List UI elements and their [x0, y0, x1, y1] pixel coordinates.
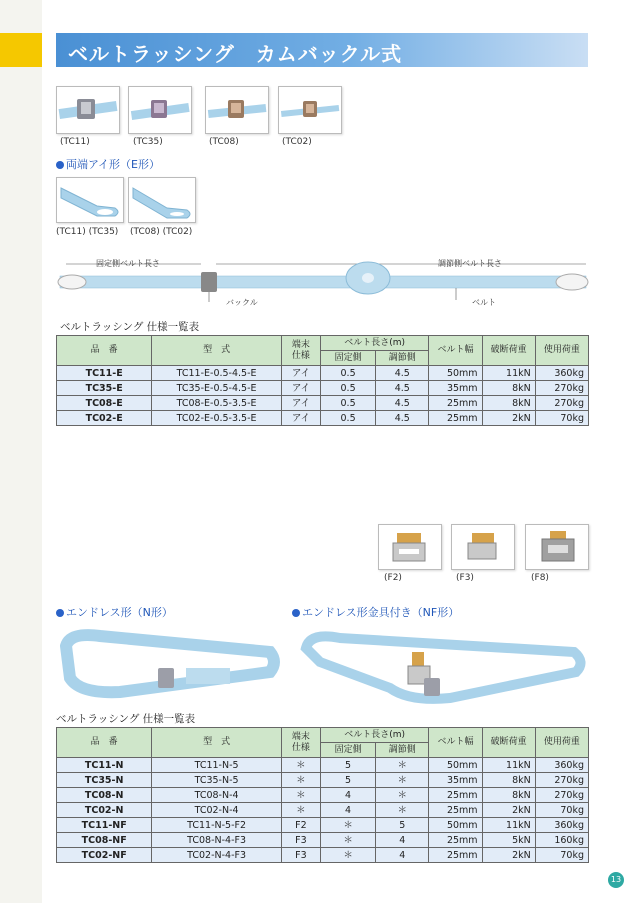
table-cell: ＊ [320, 833, 375, 848]
table-cell: 4 [376, 833, 429, 848]
table-cell: アイ [281, 381, 320, 396]
fitting-photo-f3 [451, 524, 515, 570]
table-cell: 360kg [535, 366, 588, 381]
title-banner [56, 33, 588, 67]
table-cell: 25mm [429, 411, 482, 426]
page-title: ベルトラッシング カムバックル式 [68, 42, 403, 66]
table-cell: TC08-NF [57, 833, 152, 848]
table-cell: 8kN [482, 396, 535, 411]
table-cell: TC11-E-0.5-4.5-E [152, 366, 281, 381]
endless-n-heading: エンドレス形（N形） [56, 604, 173, 620]
table-cell: 11kN [482, 366, 535, 381]
table-cell: 4 [376, 848, 429, 863]
col-belt-length: ベルト長さ(m) [320, 728, 428, 743]
table-cell: TC11-N-5-F2 [152, 818, 281, 833]
caption-f2: (F2) [384, 573, 402, 583]
table-row [57, 803, 589, 818]
product-photo-tc35 [128, 86, 192, 134]
spec-table-n [56, 727, 589, 863]
table-cell: ＊ [320, 848, 375, 863]
bullet-icon [292, 609, 300, 617]
table-cell: 70kg [535, 803, 588, 818]
eye-photo-a [56, 177, 124, 223]
table-cell: ＊ [281, 803, 320, 818]
table-cell: 11kN [482, 758, 535, 773]
col-load: 使用荷重 [535, 728, 588, 758]
caption-f8: (F8) [531, 573, 549, 583]
table-cell: TC11-E [57, 366, 152, 381]
table-cell: 70kg [535, 411, 588, 426]
table-cell: ＊ [281, 773, 320, 788]
table-cell: 0.5 [320, 396, 375, 411]
table-cell: TC08-N-4 [152, 788, 281, 803]
fitting-photo-f8 [525, 524, 589, 570]
table-cell: 0.5 [320, 366, 375, 381]
table-cell: TC08-E [57, 396, 152, 411]
table-cell: 8kN [482, 773, 535, 788]
spec-table-e [56, 335, 589, 426]
table-row [57, 788, 589, 803]
table-cell: 270kg [535, 381, 588, 396]
table-cell: TC35-E-0.5-4.5-E [152, 381, 281, 396]
table-cell: アイ [281, 411, 320, 426]
table-cell: 70kg [535, 848, 588, 863]
table-cell: ＊ [320, 818, 375, 833]
table-cell: TC02-NF [57, 848, 152, 863]
col-part-no: 品 番 [57, 728, 152, 758]
product-photo-tc11 [56, 86, 120, 134]
table-cell: 4 [320, 788, 375, 803]
table-cell: 25mm [429, 788, 482, 803]
table-cell: 4.5 [376, 411, 429, 426]
caption-tc35: (TC35) [133, 137, 163, 147]
table-cell: TC11-N [57, 758, 152, 773]
table-cell: TC35-N-5 [152, 773, 281, 788]
table-cell: 25mm [429, 848, 482, 863]
eye-photo-b [128, 177, 196, 223]
table-cell: ＊ [281, 758, 320, 773]
fixed-length-label: 固定側ベルト長さ [96, 259, 160, 268]
table-row [57, 833, 589, 848]
table-cell: 25mm [429, 833, 482, 848]
yellow-tab [0, 33, 42, 67]
table-cell: アイ [281, 396, 320, 411]
table-cell: 5kN [482, 833, 535, 848]
col-break: 破断荷重 [482, 336, 535, 366]
caption-f3: (F3) [456, 573, 474, 583]
table-cell: 50mm [429, 366, 482, 381]
table-cell: F3 [281, 848, 320, 863]
table-cell: 50mm [429, 818, 482, 833]
table-cell: 4.5 [376, 396, 429, 411]
col-part-no: 品 番 [57, 336, 152, 366]
bullet-icon [56, 161, 64, 169]
left-margin-bar [0, 0, 42, 903]
table-cell: 360kg [535, 818, 588, 833]
table-cell: 4.5 [376, 366, 429, 381]
table-cell: F2 [281, 818, 320, 833]
table-cell: TC02-N-4-F3 [152, 848, 281, 863]
eye-caption-b: (TC08) (TC02) [130, 227, 193, 237]
col-terminal: 端末 仕様 [281, 336, 320, 366]
endless-nf-illustration [300, 622, 590, 706]
table-cell: 0.5 [320, 411, 375, 426]
col-adjust: 調節側 [376, 743, 429, 758]
table-cell: TC11-N-5 [152, 758, 281, 773]
table-e-title: ベルトラッシング 仕様一覧表 [60, 321, 200, 333]
caption-tc11: (TC11) [60, 137, 90, 147]
endless-nf-heading: エンドレス形金具付き（NF形） [292, 604, 459, 620]
table-cell: TC02-E [57, 411, 152, 426]
table-cell: 25mm [429, 396, 482, 411]
table-cell: 11kN [482, 818, 535, 833]
table-cell: 35mm [429, 381, 482, 396]
table-cell: 360kg [535, 758, 588, 773]
table-cell: TC08-N [57, 788, 152, 803]
table-cell: 5 [320, 773, 375, 788]
eye-caption-a: (TC11) (TC35) [56, 227, 119, 237]
page-number: 13 [608, 872, 624, 888]
buckle-label: バックル [226, 298, 258, 307]
col-belt-length: ベルト長さ(m) [320, 336, 428, 351]
table-cell: 2kN [482, 848, 535, 863]
table-cell: 35mm [429, 773, 482, 788]
table-cell: 270kg [535, 773, 588, 788]
table-cell: TC08-N-4-F3 [152, 833, 281, 848]
table-cell: 2kN [482, 411, 535, 426]
table-cell: TC02-E-0.5-3.5-E [152, 411, 281, 426]
table-cell: TC35-N [57, 773, 152, 788]
table-cell: 270kg [535, 396, 588, 411]
table-cell: アイ [281, 366, 320, 381]
col-model: 型 式 [152, 728, 281, 758]
table-cell: ＊ [376, 803, 429, 818]
col-terminal: 端末 仕様 [281, 728, 320, 758]
col-model: 型 式 [152, 336, 281, 366]
col-adjust: 調節側 [376, 351, 429, 366]
table-row [57, 758, 589, 773]
table-cell: TC02-N-4 [152, 803, 281, 818]
fitting-photo-f2 [378, 524, 442, 570]
table-row [57, 396, 589, 411]
table-cell: TC35-E [57, 381, 152, 396]
table-cell: 25mm [429, 803, 482, 818]
table-n-title: ベルトラッシング 仕様一覧表 [56, 713, 196, 725]
table-cell: 8kN [482, 788, 535, 803]
table-row [57, 848, 589, 863]
table-row [57, 818, 589, 833]
table-cell: TC11-NF [57, 818, 152, 833]
table-cell: TC08-E-0.5-3.5-E [152, 396, 281, 411]
table-cell: 50mm [429, 758, 482, 773]
table-row [57, 381, 589, 396]
adjust-length-label: 調節側ベルト長さ [438, 259, 502, 268]
col-break: 破断荷重 [482, 728, 535, 758]
col-fixed: 固定側 [320, 351, 375, 366]
caption-tc08: (TC08) [209, 137, 239, 147]
table-cell: 4.5 [376, 381, 429, 396]
table-cell: 2kN [482, 803, 535, 818]
table-cell: 5 [320, 758, 375, 773]
table-row [57, 366, 589, 381]
table-row [57, 411, 589, 426]
col-width: ベルト幅 [429, 336, 482, 366]
col-fixed: 固定側 [320, 743, 375, 758]
table-cell: 0.5 [320, 381, 375, 396]
table-cell: TC02-N [57, 803, 152, 818]
table-cell: ＊ [376, 788, 429, 803]
table-cell: ＊ [376, 758, 429, 773]
col-load: 使用荷重 [535, 336, 588, 366]
table-cell: ＊ [376, 773, 429, 788]
table-cell: 270kg [535, 788, 588, 803]
bullet-icon [56, 609, 64, 617]
product-photo-tc08 [205, 86, 269, 134]
endless-n-illustration [60, 622, 280, 700]
table-cell: 8kN [482, 381, 535, 396]
eye-type-heading: 両端アイ形（E形） [56, 156, 160, 172]
table-cell: ＊ [281, 788, 320, 803]
belt-label: ベルト [472, 298, 496, 307]
table-cell: 5 [376, 818, 429, 833]
table-cell: F3 [281, 833, 320, 848]
product-photo-tc02 [278, 86, 342, 134]
table-cell: 4 [320, 803, 375, 818]
caption-tc02: (TC02) [282, 137, 312, 147]
table-row [57, 773, 589, 788]
table-cell: 160kg [535, 833, 588, 848]
col-width: ベルト幅 [429, 728, 482, 758]
